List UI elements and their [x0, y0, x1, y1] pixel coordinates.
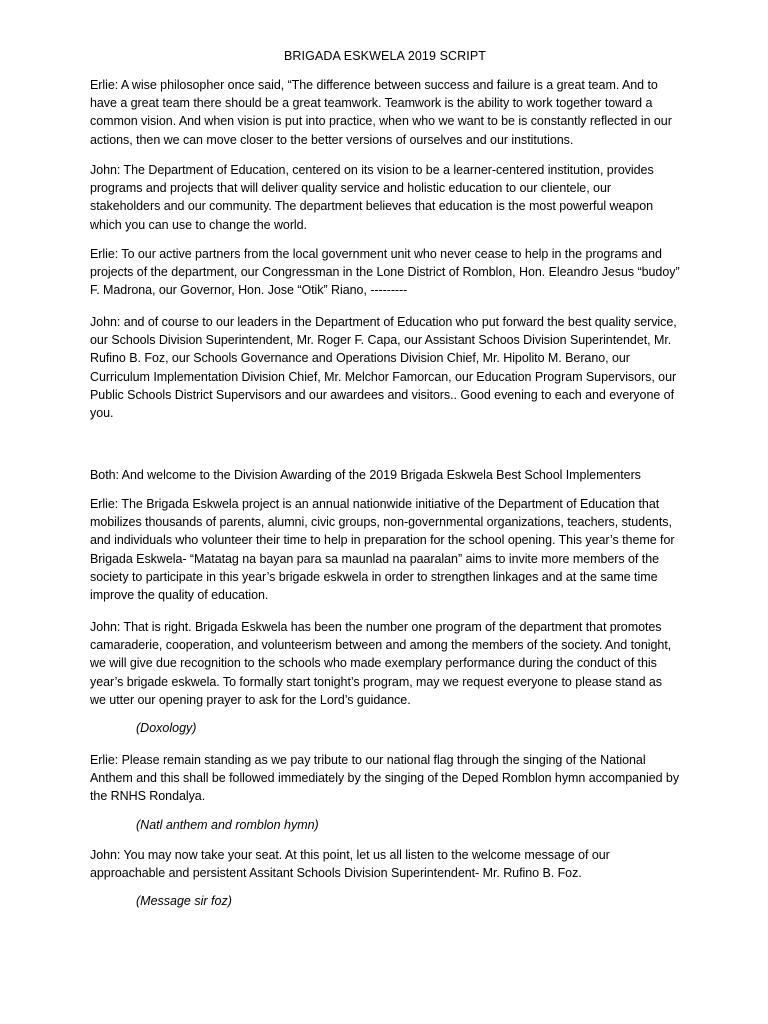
stage-direction-doxology: (Doxology) [136, 721, 197, 735]
paragraph-john-deped: John: The Department of Education, centered on its vision to be a learner-centered institution, provides programs and projects that will deliver quality service and holistic education to our clientele, our stakeholders and our community. The department believes that education is the most powerful weapon which you can use to change the world. [90, 163, 654, 232]
paragraph-john-seat: John: You may now take your seat. At this point, let us all listen to the welcome message of our approachable and persistent Assitant Schools Division Superintendent- Mr. Rufino B. Foz. [90, 848, 610, 881]
paragraph-john-right: John: That is right. Brigada Eskwela has been the number one program of the department that promotes camaraderie, cooperation, and volunteerism between and among the members of the society. And tonight, we will give due recognition to the schools who made exemplary performance during the conduct of this year’s brigade eskwela. To formally start tonight’s program, may we request everyone to please stand as we utter our opening prayer to ask for the Lord’s guidance. [90, 620, 672, 707]
stage-direction-anthem: (Natl anthem and romblon hymn) [136, 818, 319, 832]
paragraph-erlie-flag: Erlie: Please remain standing as we pay tribute to our national flag through the singing of the National Anthem and this shall be followed immediately by the singing of the Deped Romblon hymn accompanied by the RNHS Rondalya. [90, 753, 680, 804]
paragraph-both-welcome: Both: And welcome to the Division Awarding of the 2019 Brigada Eskwela Best School Implementers [90, 468, 641, 482]
paragraph-erlie-partners: Erlie: To our active partners from the local government unit who never cease to help in the programs and projects of the department, our Congressman in the Lone District of Romblon, Hon. Eleandro Jesus “budoy” F. Madrona, our Governor, Hon. Jose “Otik” Riano, --------- [90, 247, 680, 298]
paragraph-erlie-philosopher: Erlie: A wise philosopher once said, “The difference between success and failure is a great team. And to have a great team there should be a great teamwork. Teamwork is the ability to work together toward a common vision. And when vision is put into practice, when who we want to be is constantly reflected in our actions, then we can move closer to the better versions of ourselves and our institutions. [90, 78, 672, 147]
paragraph-john-leaders: John: and of course to our leaders in the Department of Education who put forward the best quality service, our Schools Division Superintendent, Mr. Roger F. Capa, our Assistant Schoos Division Superintendet, Mr. Rufino B. Foz, our Schools Governance and Operations Division Chief, Mr. Hipolito M. Berano, our Curriculum Implementation Division Chief, Mr. Melchor Famorcan, our Education Program Supervisors, our Public Schools District Supervisors and our awardees and visitors.. Good evening to each and everyone of you. [90, 315, 677, 421]
stage-direction-message: (Message sir foz) [136, 894, 232, 908]
paragraph-erlie-project: Erlie: The Brigada Eskwela project is an annual nationwide initiative of the Department of Education that mobilizes thousands of parents, alumni, civic groups, non-governmental organizations, teachers, students, and individuals who volunteer their time to help in preparation for the school opening. This year’s theme for Brigada Eskwela- “Matatag na bayan para sa maunlad na paaralan” aims to invite more members of the society to participate in this year’s brigade eskwela in order to strengthen linkages and at the same time improve the quality of education. [90, 497, 675, 603]
document-title: BRIGADA ESKWELA 2019 SCRIPT [283, 49, 487, 63]
